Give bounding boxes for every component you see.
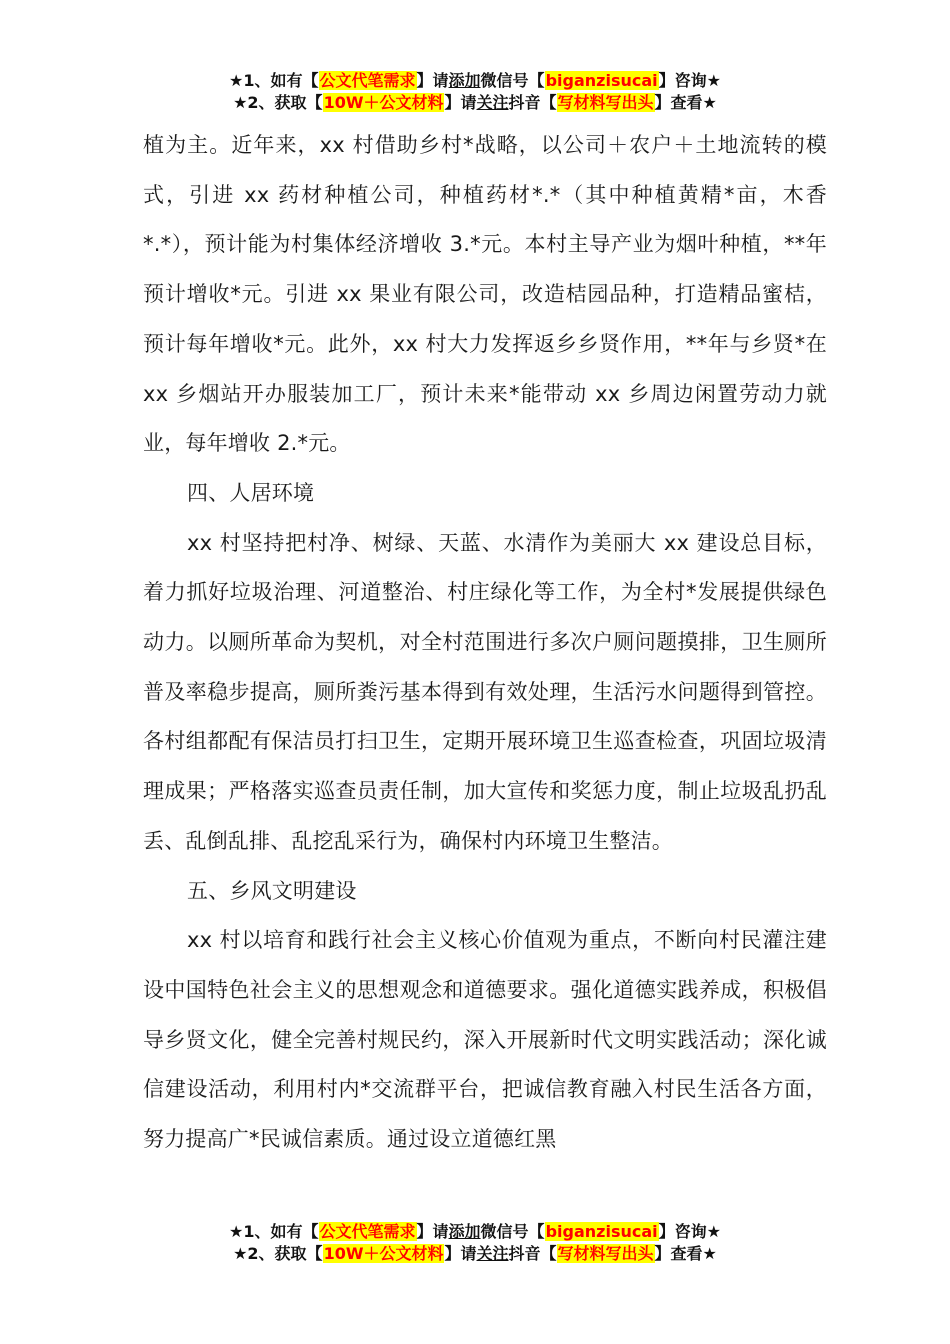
promo-highlight: 10W＋公文材料	[323, 93, 444, 112]
promo-underline: 添加	[448, 71, 481, 90]
promo-text: 】咨询★	[658, 1222, 721, 1241]
promo-text: 】查看★	[654, 93, 717, 112]
promo-text: ★2、获取【	[233, 93, 323, 112]
promo-text: 】请	[416, 71, 449, 90]
promo-text: ★2、获取【	[233, 1244, 323, 1263]
promo-highlight: biganzisucai	[545, 71, 658, 90]
promo-text: 】请	[416, 1222, 449, 1241]
promo-line-2	[0, 92, 950, 114]
paragraph: xx 村以培育和践行社会主义核心价值观为重点，不断向村民灌注建设中国特色社会主义的思想观念和道德要求。强化道德实践养成，积极倡导乡贤文化，健全完善村规民约，深入开展新时代文明实践活动；深化诚信建设活动，利用村内*交流群平台，把诚信教育融入村民生活各方面，努力提高广*民诚信素质。通过设立道德红黑	[143, 928, 827, 1152]
promo-text: 】请	[444, 1244, 477, 1263]
paragraph: 植为主。近年来，xx 村借助乡村*战略，以公司＋农户＋土地流转的模式，引进 xx 药材种植公司，种植药材*.*（其中种植黄精*亩，木香*.*），预计能为村集体经济增收 3.*元。本村主导产业为烟叶种植，**年预计增收*元。引进 xx 果业有限公司，改造桔园品种，打造精品蜜桔，预计每年增收*元。此外，xx 村大力发挥返乡乡贤作用，**年与乡贤*在 xx 乡烟站开办服装加工厂，预计未来*能带动 xx 乡周边闲置劳动力就业，每年增收 2.*元。	[143, 133, 827, 456]
promo-highlight: 写材料写出头	[557, 1244, 654, 1263]
promo-line-1	[0, 70, 950, 92]
promo-underline: 关注	[476, 93, 509, 112]
promo-text: 微信号【	[480, 71, 545, 90]
promo-highlight: 写材料写出头	[557, 93, 654, 112]
promo-text: 抖音【	[508, 93, 557, 112]
promo-text: 微信号【	[480, 1222, 545, 1241]
promo-text: 】请	[444, 93, 477, 112]
promo-line-2	[0, 1243, 950, 1265]
promo-text: 】查看★	[654, 1244, 717, 1263]
promo-text: ★1、如有【	[229, 71, 319, 90]
paragraph: xx 村坚持把村净、树绿、天蓝、水清作为美丽大 xx 建设总目标，着力抓好垃圾治理、河道整治、村庄绿化等工作，为全村*发展提供绿色动力。以厕所革命为契机，对全村范围进行多次户厕问题摸排，卫生厕所普及率稳步提高，厕所粪污基本得到有效处理，生活污水问题得到管控。各村组都配有保洁员打扫卫生，定期开展环境卫生巡查检查，巩固垃圾清理成果；严格落实巡查员责任制，加大宣传和奖惩力度，制止垃圾乱扔乱丢、乱倒乱排、乱挖乱采行为，确保村内环境卫生整洁。	[143, 530, 827, 853]
promo-text: 抖音【	[508, 1244, 557, 1263]
promo-underline: 添加	[448, 1222, 481, 1241]
header-promo-banner	[0, 70, 950, 114]
section-heading: 四、人居环境	[187, 480, 315, 505]
document-body	[143, 121, 827, 1165]
promo-text: 】咨询★	[658, 71, 721, 90]
promo-highlight: 公文代笔需求	[319, 71, 416, 90]
promo-text: ★1、如有【	[229, 1222, 319, 1241]
footer-promo-banner	[0, 1221, 950, 1265]
promo-highlight: 公文代笔需求	[319, 1222, 416, 1241]
promo-highlight: 10W＋公文材料	[323, 1244, 444, 1263]
promo-underline: 关注	[476, 1244, 509, 1263]
promo-line-1	[0, 1221, 950, 1243]
section-heading: 五、乡风文明建设	[187, 878, 357, 903]
promo-highlight: biganzisucai	[545, 1222, 658, 1241]
